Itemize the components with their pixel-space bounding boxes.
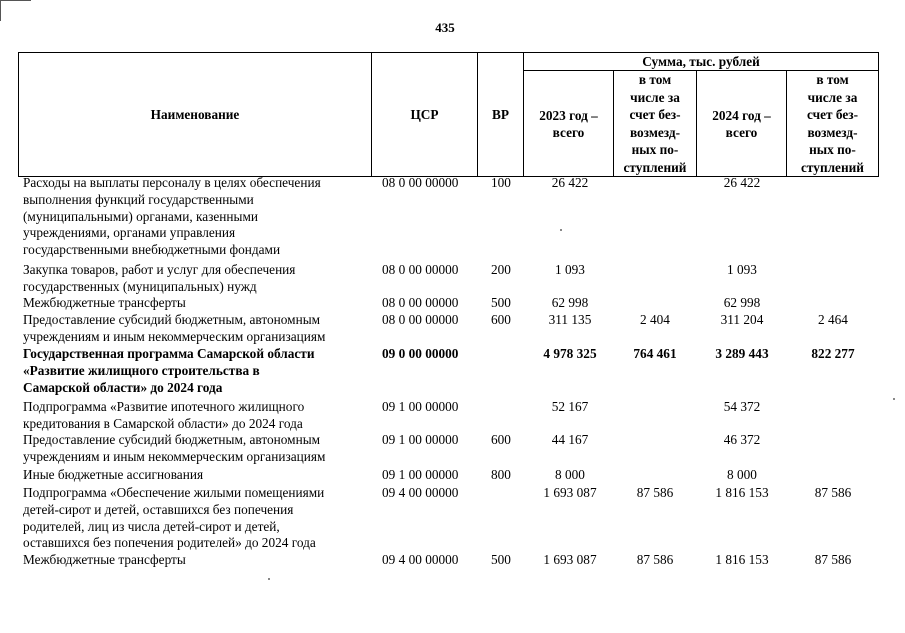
row-2023-total: 4 978 325 (543, 346, 597, 361)
row-name: Закупка товаров, работ и услуг для обеспечения государственных (муниципальных) нужд (23, 262, 296, 294)
row-csr: 08 0 00 00000 (382, 295, 459, 310)
row-vr: 500 (491, 295, 511, 310)
row-2024-free: 822 277 (811, 346, 855, 361)
row-2023-free: 764 461 (633, 346, 677, 361)
row-2023-free: 87 586 (636, 552, 674, 567)
row-csr: 08 0 00 00000 (382, 312, 459, 327)
row-2023-total: 311 135 (548, 312, 592, 327)
header-sum: Сумма, тыс. рублей (524, 53, 879, 71)
row-csr: 09 1 00 00000 (382, 399, 459, 414)
header-2023-free: в том числе за счет без- возмезд- ных по- ступлений (614, 71, 697, 177)
row-2023-total: 1 693 087 (543, 552, 597, 567)
row-name: Подпрограмма «Обеспечение жилыми помещениями детей-сирот и детей, оставшихся без попечения родителей, лиц из числа детей-сирот и детей, оставшихся без попечения родителей» до 2024 года (23, 485, 325, 551)
scan-corner-mark (0, 0, 31, 21)
row-2023-total: 8 000 (555, 467, 585, 482)
table-header (18, 52, 879, 177)
row-2024-free: 87 586 (814, 552, 852, 567)
row-csr: 09 0 00 00000 (382, 346, 459, 361)
row-csr: 09 4 00 00000 (382, 552, 459, 567)
row-2024-free: 2 464 (818, 312, 848, 327)
scan-speck (560, 229, 562, 231)
row-csr: 08 0 00 00000 (382, 262, 459, 277)
header-vr: ВР (478, 53, 524, 177)
row-2024-total: 311 204 (720, 312, 764, 327)
row-name: Иные бюджетные ассигнования (23, 467, 204, 482)
row-2023-free: 87 586 (636, 485, 674, 500)
row-2023-total: 1 093 (555, 262, 585, 277)
row-vr: 800 (491, 467, 511, 482)
row-vr: 500 (491, 552, 511, 567)
header-2024-free: в том числе за счет без- возмезд- ных по- ступлений (787, 71, 879, 177)
row-csr: 09 1 00 00000 (382, 467, 459, 482)
row-2023-total: 44 167 (551, 432, 589, 447)
row-vr: 600 (491, 312, 511, 327)
row-csr: 09 4 00 00000 (382, 485, 459, 500)
row-name: Подпрограмма «Развитие ипотечного жилищного кредитования в Самарской области» до 2024 года (23, 399, 305, 431)
row-name: Предоставление субсидий бюджетным, автономным учреждениям и иным некоммерческим организациям (23, 432, 326, 464)
row-vr: 600 (491, 432, 511, 447)
row-csr: 09 1 00 00000 (382, 432, 459, 447)
row-name: Межбюджетные трансферты (23, 552, 186, 567)
scan-speck (268, 578, 270, 580)
row-2024-total: 1 816 153 (715, 552, 769, 567)
row-name: Предоставление субсидий бюджетным, автономным учреждениям и иным некоммерческим организациям (23, 312, 326, 344)
header-2023-total: 2023 год – всего (524, 71, 614, 177)
row-2023-total: 26 422 (551, 175, 589, 190)
page-number: 435 (435, 20, 455, 35)
row-name: Государственная программа Самарской области «Развитие жилищного строительства в Самарской области» до 2024 года (23, 346, 315, 395)
row-2023-free: 2 404 (640, 312, 670, 327)
row-csr: 08 0 00 00000 (382, 175, 459, 190)
row-2023-total: 62 998 (551, 295, 589, 310)
row-2024-total: 26 422 (723, 175, 761, 190)
row-2024-total: 1 816 153 (715, 485, 769, 500)
row-2024-total: 1 093 (727, 262, 757, 277)
header-name: Наименование (19, 53, 372, 177)
row-vr: 100 (491, 175, 511, 190)
scan-speck (893, 398, 895, 400)
row-2023-total: 52 167 (551, 399, 589, 414)
row-2024-total: 54 372 (723, 399, 761, 414)
row-name: Расходы на выплаты персоналу в целях обеспечения выполнения функций государственными (муниципальными) органами, казенными учреждениями, органами управления государственными внебюджетными фондами (23, 175, 321, 258)
row-2023-total: 1 693 087 (543, 485, 597, 500)
row-2024-total: 8 000 (727, 467, 757, 482)
row-2024-free: 87 586 (814, 485, 852, 500)
row-name: Межбюджетные трансферты (23, 295, 186, 310)
row-2024-total: 3 289 443 (715, 346, 769, 361)
row-2024-total: 62 998 (723, 295, 761, 310)
row-vr: 200 (491, 262, 511, 277)
header-2024-total: 2024 год – всего (697, 71, 787, 177)
row-2024-total: 46 372 (723, 432, 761, 447)
header-csr: ЦСР (372, 53, 478, 177)
